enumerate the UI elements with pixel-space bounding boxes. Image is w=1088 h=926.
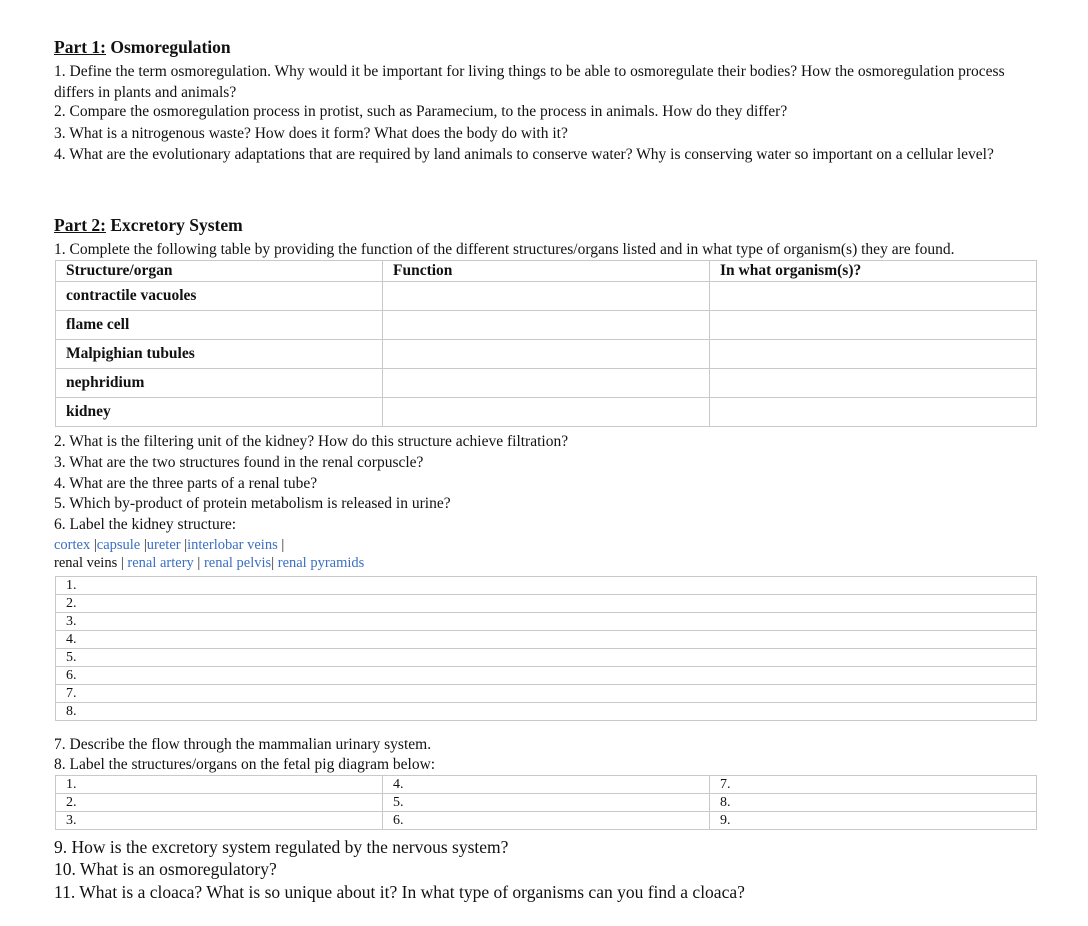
word-renal-pyramids[interactable]: renal pyramids <box>277 555 365 571</box>
word-renal-artery[interactable]: renal artery <box>127 555 194 571</box>
label-cell[interactable]: 9. <box>710 812 1037 830</box>
separator: | <box>197 555 201 571</box>
label-cell[interactable]: 8. <box>710 794 1037 812</box>
table-row <box>56 369 1037 398</box>
part2-q6: 6. Label the kidney structure: <box>54 516 237 533</box>
table-row <box>56 311 1037 340</box>
label-cell[interactable]: 5. <box>56 649 1037 667</box>
word-renal-pelvis[interactable]: renal pelvis <box>203 555 272 571</box>
word-bank-line1 <box>54 537 284 554</box>
label-cell[interactable]: 1. <box>56 577 1037 595</box>
header-organism: In what organism(s)? <box>710 261 1037 282</box>
part2-q1: 1. Complete the following table by providing the function of the different structures/organs listed and in what type of organism(s) they are found. <box>54 241 955 258</box>
word-interlobar-veins[interactable]: interlobar veins <box>187 537 278 553</box>
part2-heading-title: Excretory System <box>110 215 243 235</box>
table-row <box>56 595 1037 613</box>
table-row <box>56 613 1037 631</box>
organism-cell[interactable] <box>710 282 1037 311</box>
label-cell[interactable]: 4. <box>56 631 1037 649</box>
part2-q8: 8. Label the structures/organs on the fetal pig diagram below: <box>54 756 436 773</box>
row-structure: flame cell <box>56 311 383 340</box>
part2-q11: 11. What is a cloaca? What is so unique about it? In what type of organisms can you find a cloaca? <box>54 882 745 902</box>
function-cell[interactable] <box>383 311 710 340</box>
table-row <box>56 577 1037 595</box>
part2-heading-prefix: Part 2: <box>54 215 106 235</box>
separator: | <box>143 537 147 553</box>
row-structure: Malpighian tubules <box>56 340 383 369</box>
organism-cell[interactable] <box>710 340 1037 369</box>
word-capsule[interactable]: capsule <box>96 537 141 553</box>
function-cell[interactable] <box>383 340 710 369</box>
part1-heading <box>54 37 231 58</box>
word-renal-veins: renal veins <box>54 555 118 571</box>
organism-cell[interactable] <box>710 398 1037 427</box>
function-cell[interactable] <box>383 398 710 427</box>
label-cell[interactable]: 8. <box>56 703 1037 721</box>
label-cell[interactable]: 4. <box>383 776 710 794</box>
row-structure: kidney <box>56 398 383 427</box>
table-row <box>56 812 1037 830</box>
table-row <box>56 794 1037 812</box>
separator: | <box>271 555 275 571</box>
label-cell[interactable]: 5. <box>383 794 710 812</box>
table-row <box>56 685 1037 703</box>
pig-label-table <box>55 775 1037 830</box>
separator: | <box>281 537 285 553</box>
table-row <box>56 398 1037 427</box>
part1-q3: 3. What is a nitrogenous waste? How does it form? What does the body do with it? <box>54 125 568 142</box>
label-cell[interactable]: 2. <box>56 595 1037 613</box>
function-cell[interactable] <box>383 282 710 311</box>
table-row <box>56 703 1037 721</box>
table-header-row <box>56 261 1037 282</box>
table-row <box>56 631 1037 649</box>
word-ureter[interactable]: ureter <box>146 537 181 553</box>
label-cell[interactable]: 2. <box>56 794 383 812</box>
table-row <box>56 667 1037 685</box>
table-row <box>56 776 1037 794</box>
label-cell[interactable]: 1. <box>56 776 383 794</box>
part2-q10: 10. What is an osmoregulatory? <box>54 859 277 879</box>
part2-q7: 7. Describe the flow through the mammalian urinary system. <box>54 736 432 753</box>
part1-q4: 4. What are the evolutionary adaptations that are required by land animals to conserve water? Why is conserving water so important on a cellular level? <box>54 146 994 163</box>
part2-q4: 4. What are the three parts of a renal tube? <box>54 475 318 492</box>
header-function: Function <box>383 261 710 282</box>
function-cell[interactable] <box>383 369 710 398</box>
kidney-label-table <box>55 576 1037 721</box>
label-cell[interactable]: 6. <box>383 812 710 830</box>
label-cell[interactable]: 3. <box>56 812 383 830</box>
part1-heading-title: Osmoregulation <box>110 37 231 57</box>
organism-cell[interactable] <box>710 369 1037 398</box>
part2-q5: 5. Which by-product of protein metabolism is released in urine? <box>54 495 451 512</box>
table-row <box>56 340 1037 369</box>
part1-q1: 1. Define the term osmoregulation. Why would it be important for living things to be able to osmoregulate their bodies? How the osmoregulation process differs in plants and animals? <box>54 63 1005 101</box>
part2-q3: 3. What are the two structures found in the renal corpuscle? <box>54 454 424 471</box>
word-cortex[interactable]: cortex <box>54 537 91 553</box>
row-structure: contractile vacuoles <box>56 282 383 311</box>
organism-cell[interactable] <box>710 311 1037 340</box>
table-row <box>56 282 1037 311</box>
label-cell[interactable]: 7. <box>56 685 1037 703</box>
part2-q9: 9. How is the excretory system regulated by the nervous system? <box>54 837 509 857</box>
word-bank-line2 <box>54 555 364 572</box>
part1-heading-prefix: Part 1: <box>54 37 106 57</box>
table-row <box>56 649 1037 667</box>
separator: | <box>93 537 97 553</box>
separator: | <box>120 555 124 571</box>
header-structure: Structure/organ <box>56 261 383 282</box>
label-cell[interactable]: 3. <box>56 613 1037 631</box>
structure-function-table <box>55 260 1037 427</box>
part2-heading <box>54 215 243 236</box>
part1-q2: 2. Compare the osmoregulation process in protist, such as Paramecium, to the process in animals. How do they differ? <box>54 103 788 120</box>
separator: | <box>184 537 188 553</box>
label-cell[interactable]: 6. <box>56 667 1037 685</box>
part2-q2: 2. What is the filtering unit of the kidney? How do this structure achieve filtration? <box>54 433 569 450</box>
label-cell[interactable]: 7. <box>710 776 1037 794</box>
row-structure: nephridium <box>56 369 383 398</box>
